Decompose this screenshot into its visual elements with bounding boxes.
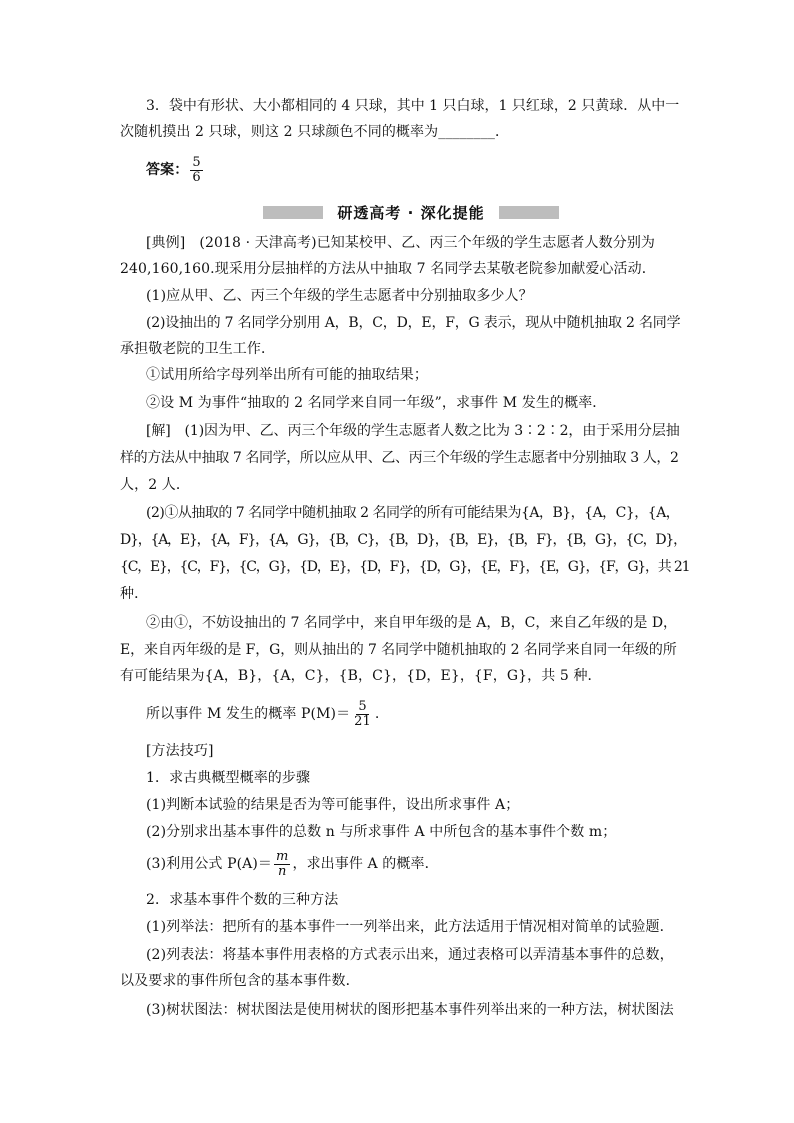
problem-3-line-1: 3．袋中有形状、大小都相同的 4 只球，其中 1 只白球，1 只红球，2 只黄球．从中一 [146, 98, 680, 114]
probability-fraction [352, 700, 373, 729]
probability-prefix: 所以事件 M 发生的概率 P(M)＝ [146, 706, 351, 722]
answer-fraction [190, 156, 202, 185]
answer-numerator: 5 [192, 154, 201, 170]
formula-fraction [274, 850, 290, 879]
example-question-2a: ①试用所给字母列举出所有可能的抽取结果； [146, 367, 428, 383]
tips-header: [方法技巧] [146, 743, 214, 759]
tips-2-method-b-line-1: (2)列表法：将基本事件用表格的方式表示出来，通过表格可以弄清基本事件的总数， [146, 947, 674, 963]
solution-1-line-3: 人，2 人． [120, 477, 190, 493]
solution-1-line-2: 样的方法从中抽取 7 名同学，所以应从甲、乙、丙三个年级的学生志愿者中分别抽取 3 人，2 [120, 450, 679, 466]
probability-suffix: . [374, 706, 380, 722]
example-question-2-line-2: 承担敬老院的卫生工作． [120, 341, 276, 357]
answer-label: 答案： [146, 162, 189, 178]
banner-title: 研透高考 · 深化提能 [337, 203, 485, 222]
answer-denominator: 6 [192, 169, 201, 185]
banner-bar-left [263, 206, 323, 219]
tips-2-title: 2．求基本事件个数的三种方法 [146, 892, 339, 908]
formula-denominator: n [278, 863, 287, 879]
tips-1-title: 1．求古典概型概率的步骤 [146, 770, 311, 786]
probability-result [146, 694, 680, 734]
solution-2-line-1: (2)①从抽取的 7 名同学中随机抽取 2 名同学的所有可能结果为{A，B}，{A，C}，{A， [146, 505, 680, 521]
tips-1-step-b: (2)分别求出基本事件的总数 n 与所求事件 A 中所包含的基本事件个数 m； [146, 824, 617, 840]
tips-1-step-a: (1)判断本试验的结果是否为等可能事件，设出所求事件 A； [146, 797, 520, 813]
tips-1-step-c [146, 844, 680, 884]
solution-2-line-4: 种． [120, 586, 149, 602]
solution-2-line-3: {C，E}，{C，F}，{C，G}，{D，E}，{D，F}，{D，G}，{E，F}，{E，G}，{F，G}，共 21 [120, 559, 690, 575]
example-question-2-line-1: (2)设抽出的 7 名同学分别用 A，B，C，D，E，F，G 表示，现从中随机抽取 2 名同学 [146, 315, 681, 331]
probability-denominator: 21 [354, 713, 371, 729]
tips-2-method-a: (1)列举法：把所有的基本事件一一列举出来，此方法适用于情况相对简单的试验题． [146, 919, 674, 935]
solution-1-line-1: [解] (1)因为甲、乙、丙三个年级的学生志愿者人数之比为 3∶2∶2，由于采用分层抽 [146, 423, 680, 439]
tips-2-method-c: (3)树状图法：树状图法是使用树状的图形把基本事件列举出来的一种方法，树状图法 [146, 1002, 674, 1018]
probability-numerator: 5 [358, 698, 367, 714]
problem-3-line-2: 次随机摸出 2 只球，则这 2 只球颜色不同的概率为________． [120, 124, 510, 140]
banner-bar-right [499, 206, 559, 219]
example-question-1: (1)应从甲、乙、丙三个年级的学生志愿者中分别抽取多少人？ [146, 288, 533, 304]
solution-2-line-2: D}，{A，E}，{A，F}，{A，G}，{B，C}，{B，D}，{B，E}，{B，F}，{B，G}，{C，D}， [120, 532, 686, 548]
solution-3-line-2: E，来自丙年级的是 F，G，则从抽出的 7 名同学中随机抽取的 2 名同学来自同一年级的所 [120, 642, 677, 658]
example-line-2: 240,160,160.现采用分层抽样的方法从中抽取 7 名同学去某敬老院参加献爱心活动． [120, 261, 656, 277]
solution-3-line-3: 有可能结果为{A，B}，{A，C}，{B，C}，{D，E}，{F，G}，共 5 种． [120, 668, 602, 684]
section-banner [252, 200, 570, 224]
formula-numerator: m [276, 848, 289, 864]
example-line-1: [典例] (2018 · 天津高考)已知某校甲、乙、丙三个年级的学生志愿者人数分别为 [146, 235, 656, 251]
solution-3-line-1: ②由①，不妨设抽出的 7 名同学中，来自甲年级的是 A，B，C，来自乙年级的是 D， [146, 615, 678, 631]
tips-2-method-b-line-2: 以及要求的事件所包含的基本事件数． [120, 973, 360, 989]
tips-1-step-c-suffix: ，求出事件 A 的概率． [292, 856, 439, 872]
tips-1-step-c-prefix: (3)利用公式 P(A)＝ [146, 856, 273, 872]
example-question-2b: ②设 M 为事件“抽取的 2 名同学来自同一年级”，求事件 M 发生的概率． [146, 395, 607, 411]
problem-3-answer [146, 152, 680, 188]
